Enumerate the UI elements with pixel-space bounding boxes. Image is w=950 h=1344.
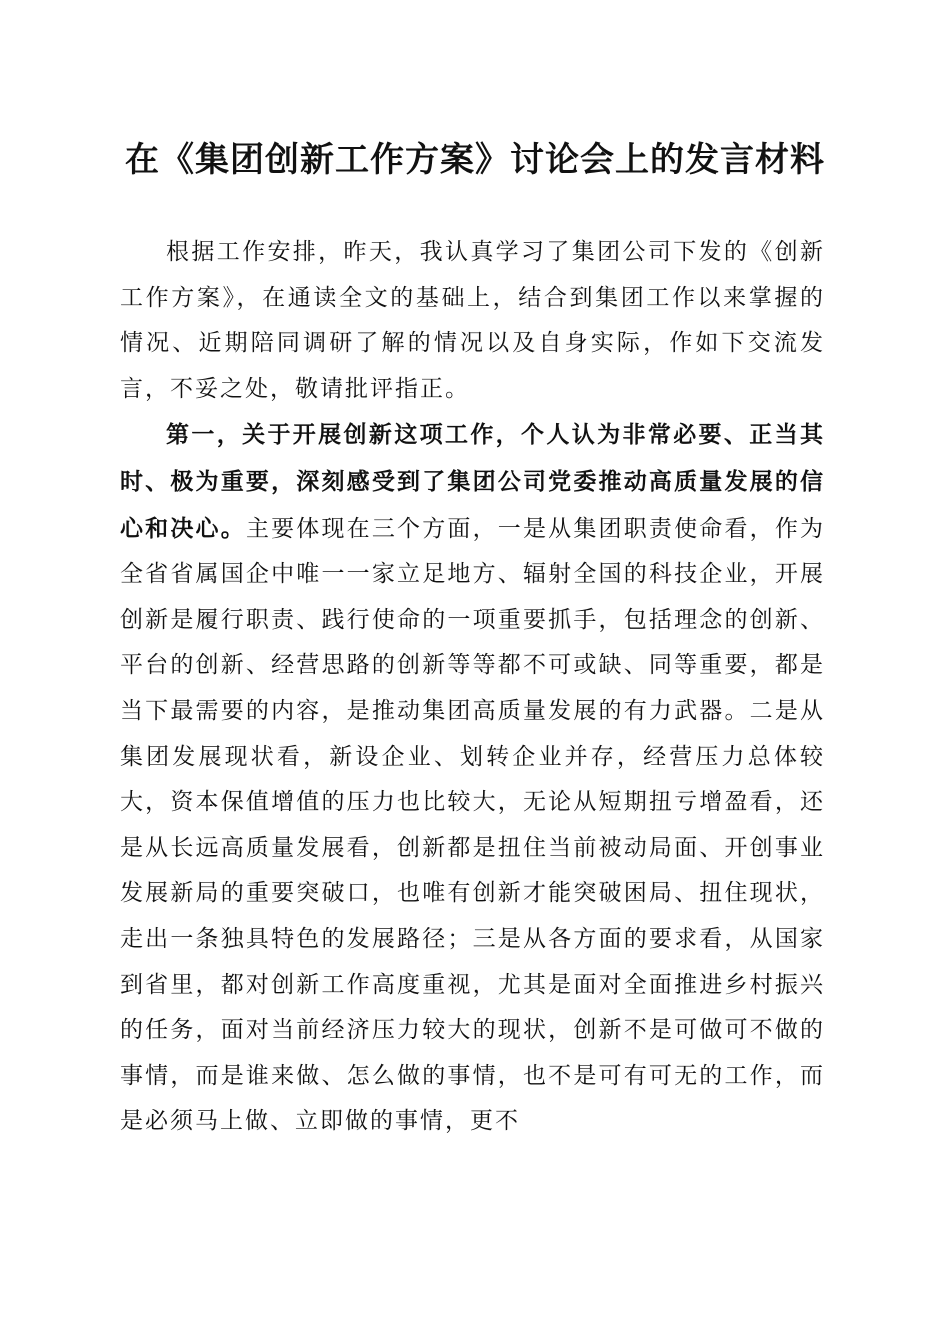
paragraph-first-point-lead: 第一，关于开展创新这项工作，个人认为非常必要、正当其时、极为重要，深刻感受到了集团公司党委推动高质量发展的信心和决心。 <box>120 421 825 542</box>
document-body <box>120 229 825 1145</box>
document-title: 在《集团创新工作方案》讨论会上的发言材料 <box>125 140 825 180</box>
paragraph-first-point-text: 主要体现在三个方面，一是从集团职责使命看，作为全省省属国企中唯一一家立足地方、辐射全国的科技企业，开展创新是履行职责、践行使命的一项重要抓手，包括理念的创新、平台的创新、经营思路的创新等等都不可或缺、同等重要，都是当下最需要的内容，是推动集团高质量发展的有力武器。二是从集团发展现状看，新设企业、划转企业并存，经营压力总体较大，资本保值增值的压力也比较大，无论从短期扭亏增盈看，还是从长远高质量发展看，创新都是扭住当前被动局面、开创事业发展新局的重要突破口，也唯有创新才能突破困局、扭住现状，走出一条独具特色的发展路径；三是从各方面的要求看，从国家到省里，都对创新工作高度重视，尤其是面对全面推进乡村振兴的任务，面对当前经济压力较大的现状，创新不是可做可不做的事情，而是谁来做、怎么做的事情，也不是可有可无的工作，而是必须马上做、立即做的事情，更不 <box>120 515 826 1135</box>
paragraph-intro <box>120 229 825 412</box>
paragraph-intro-text: 根据工作安排，昨天，我认真学习了集团公司下发的《创新工作方案》，在通读全文的基础上，结合到集团工作以来掌握的情况、近期陪同调研了解的情况以及自身实际，作如下交流发言，不妥之处，敬请批评指正。 <box>120 239 825 402</box>
paragraph-first-point <box>120 412 825 1145</box>
